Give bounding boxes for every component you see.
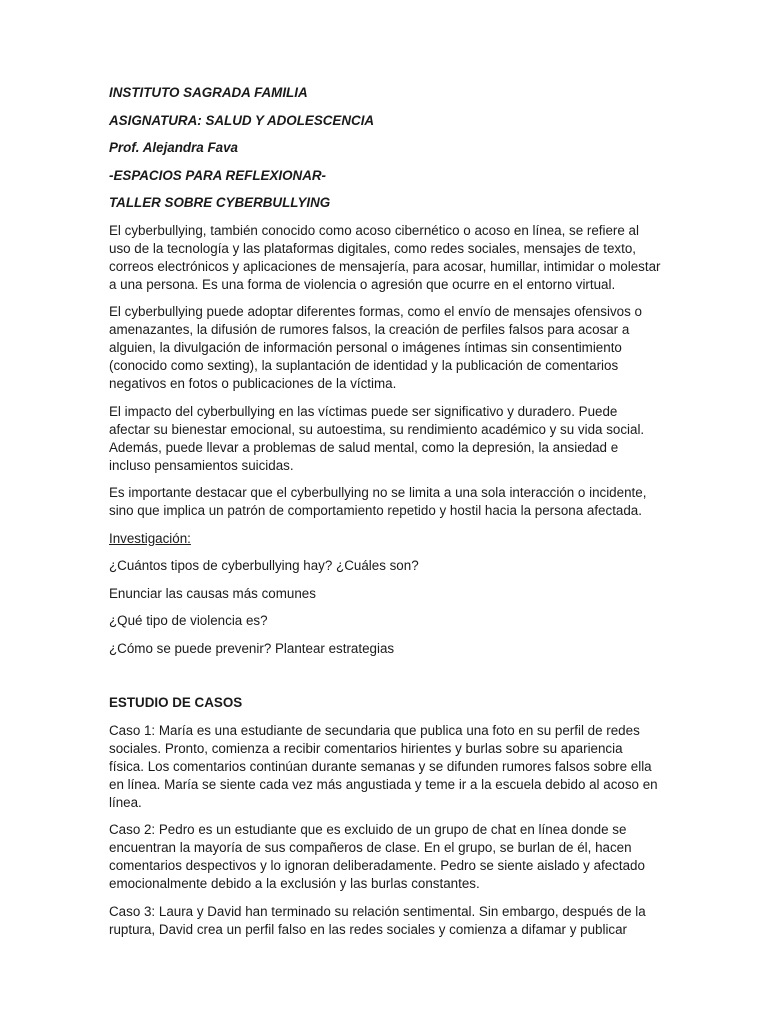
document-content: [109, 84, 661, 948]
investigation-heading: Investigación:: [109, 530, 191, 546]
section-gap: [109, 667, 661, 694]
pattern-paragraph: Es importante destacar que el cyberbullying no se limita a una sola interacción o incidente, sino que implica un patrón de comportamiento repetido y hostil hacia la persona afectada.: [109, 485, 647, 518]
impact-paragraph: El impacto del cyberbullying en las víctimas puede ser significativo y duradero. Puede afectar su bienestar emocional, su autoestima, su rendimiento académico y su vida social. Además, puede llevar a problemas de salud mental, como la depresión, la ansiedad e incluso pensamientos suicidas.: [109, 403, 645, 473]
question-4: ¿Cómo se puede prevenir? Plantear estrategias: [109, 640, 395, 656]
section-subtitle: -ESPACIOS PARA REFLEXIONAR-: [109, 167, 326, 183]
workshop-title: TALLER SOBRE CYBERBULLYING: [109, 195, 331, 210]
case-3: Caso 3: Laura y David han terminado su relación sentimental. Sin embargo, después de la ruptura, David crea un perfil falso en las redes sociales y comienza a difamar y publicar: [109, 903, 646, 937]
subject-line: ASIGNATURA: SALUD Y ADOLESCENCIA: [109, 112, 375, 128]
question-1: ¿Cuántos tipos de cyberbullying hay? ¿Cuáles son?: [109, 558, 419, 573]
intro-paragraph: El cyberbullying, también conocido como acoso cibernético o acoso en línea, se refiere al uso de la tecnología y las plataformas digitales, como redes sociales, mensajes de texto, correos electrónicos y aplicaciones de mensajería, para acosar, humillar, intimidar o molestar a una persona. Es una forma de violencia o agresión que ocurre en el entorno virtual.: [109, 222, 661, 292]
question-3: ¿Qué tipo de violencia es?: [109, 613, 268, 628]
teacher-name: Prof. Alejandra Fava: [109, 140, 238, 155]
forms-paragraph: El cyberbullying puede adoptar diferentes formas, como el envío de mensajes ofensivos o amenazantes, la difusión de rumores falsos, la creación de perfiles falsos para acosar a alguien, la divulgación de información personal o imágenes íntimas sin consentimiento (conocido como sexting), la suplantación de identidad y la publicación de comentarios negativos en fotos o publicaciones de la víctima.: [109, 304, 642, 391]
school-name: INSTITUTO SAGRADA FAMILIA: [109, 85, 308, 100]
case-2: Caso 2: Pedro es un estudiante que es excluido de un grupo de chat en línea donde se encuentran la mayoría de sus compañeros de clase. En el grupo, se burlan de él, hacen comentarios despectivos y lo ignoran deliberadamente. Pedro se siente aislado y afectado emocionalmente debido a la exclusión y las burlas constantes.: [109, 822, 645, 891]
question-2: Enunciar las causas más comunes: [109, 585, 316, 601]
case-1: Caso 1: María es una estudiante de secundaria que publica una foto en su perfil de redes sociales. Pronto, comienza a recibir comentarios hirientes y burlas sobre su apariencia física. Los comentarios continúan durante semanas y se difunden rumores falsos sobre ella en línea. María se siente cada vez más angustiada y teme ir a la escuela debido al acoso en línea.: [109, 722, 658, 810]
case-study-heading: ESTUDIO DE CASOS: [109, 695, 243, 710]
